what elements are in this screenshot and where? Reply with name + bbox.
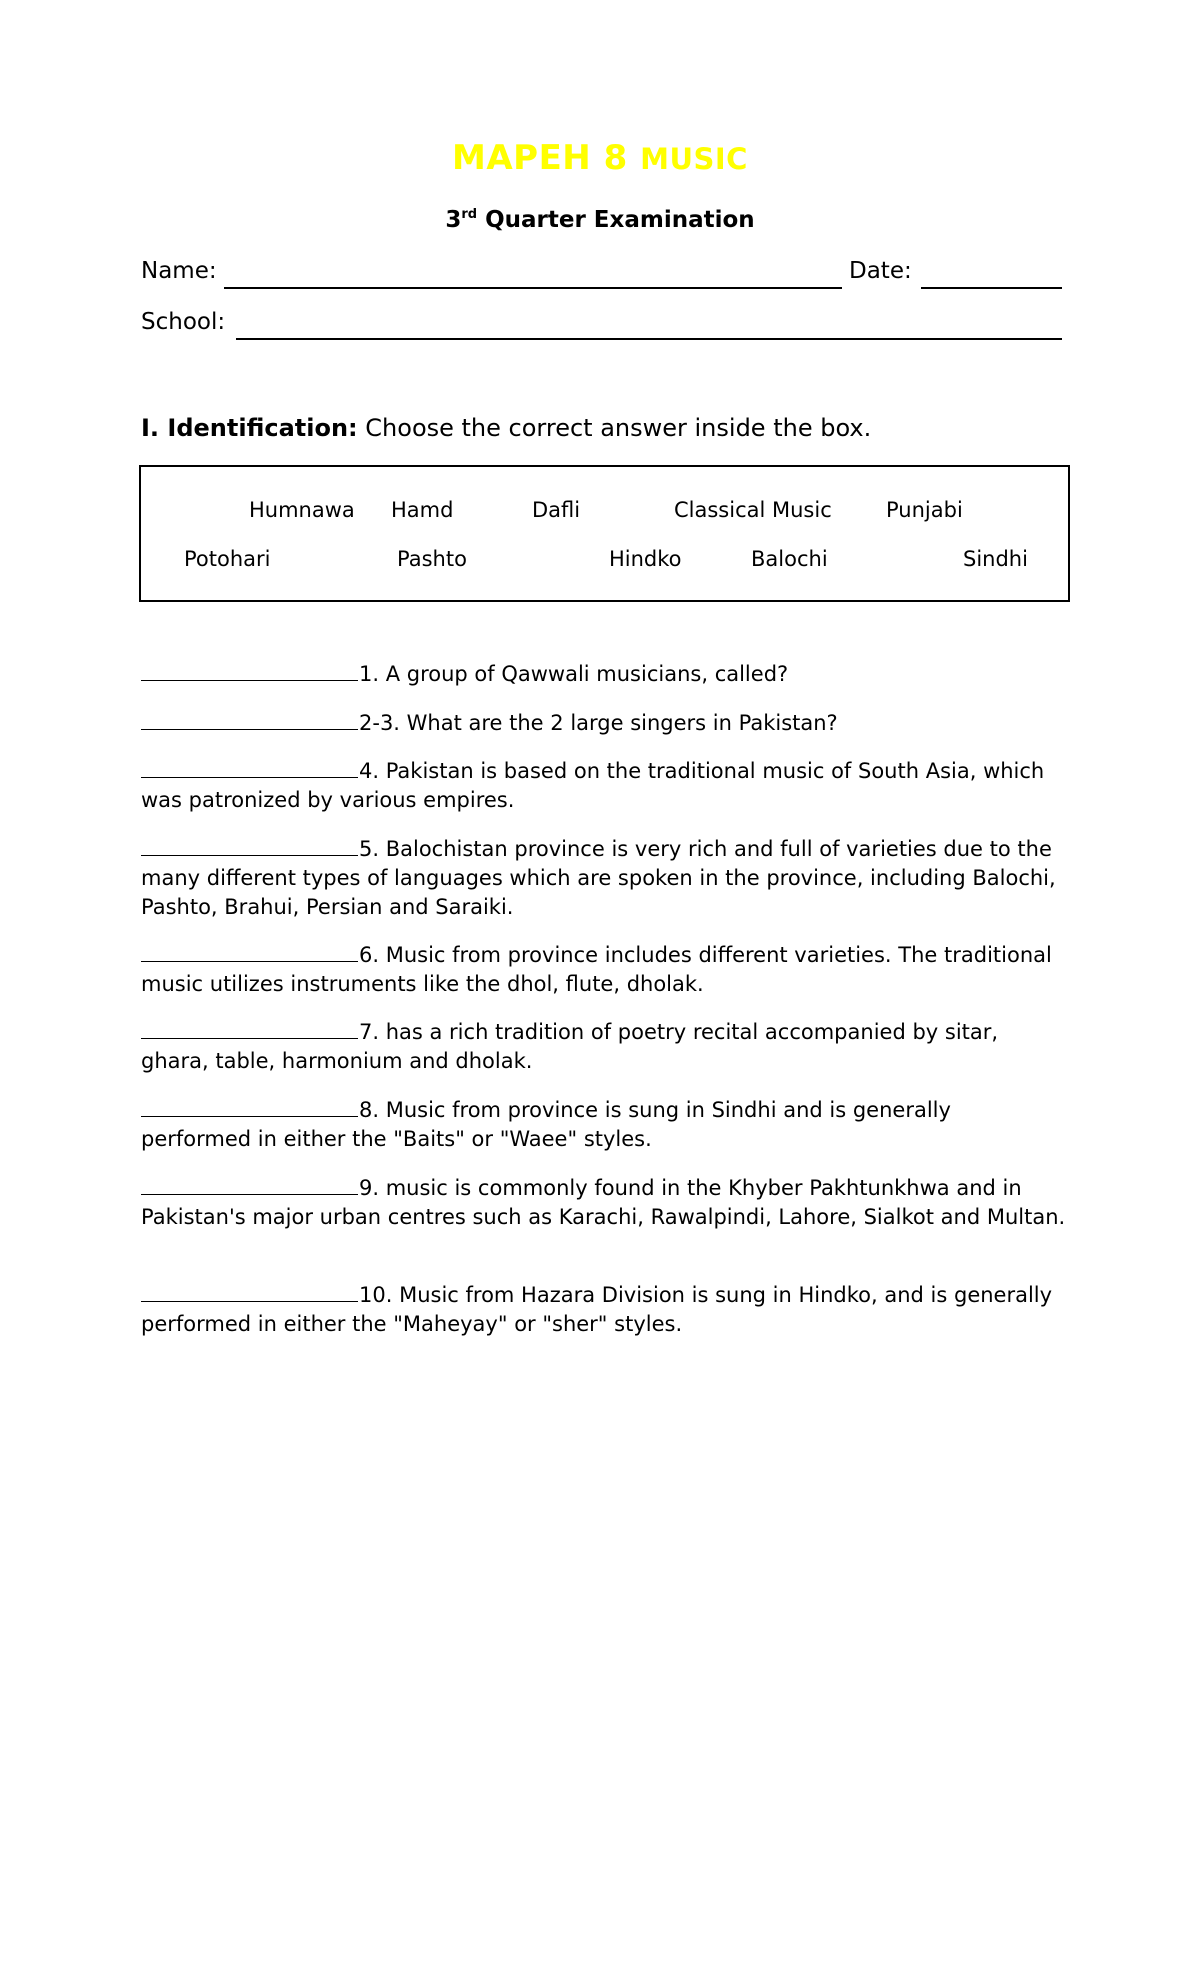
- question-text: 9. music is commonly found in the Khyber Pakhtunkhwa and in Pakistan's major urban centres such as Karachi, Rawalpindi, Lahore, Sialkot and Multan.: [141, 1176, 1066, 1229]
- choice-item: Hindko: [609, 547, 682, 571]
- section-heading-bold: I. Identification:: [141, 414, 358, 442]
- question-item: [141, 660, 1066, 689]
- choice-item: Humnawa: [249, 498, 355, 522]
- title-subject: MUSIC: [640, 142, 748, 176]
- choice-item: Punjabi: [886, 498, 963, 522]
- choice-item: Classical Music: [674, 498, 832, 522]
- exam-title: [0, 138, 1200, 179]
- choice-item: Potohari: [184, 547, 271, 571]
- question-text: 1. A group of Qawwali musicians, called?: [359, 662, 789, 686]
- answer-blank[interactable]: [141, 661, 358, 681]
- title-main: MAPEH 8: [452, 138, 641, 178]
- subtitle-text: Quarter Examination: [477, 207, 755, 233]
- date-field[interactable]: [921, 287, 1062, 289]
- question-text: 10. Music from Hazara Division is sung in Hindko, and is generally performed in either the "Maheyay" or "sher" styles.: [141, 1283, 1053, 1336]
- section-heading-text: Choose the correct answer inside the box.: [357, 414, 872, 442]
- choice-item: Pashto: [397, 547, 467, 571]
- school-field[interactable]: [236, 338, 1062, 340]
- choice-item: Hamd: [391, 498, 454, 522]
- name-field[interactable]: [224, 287, 842, 289]
- question-text: 8. Music from province is sung in Sindhi and is generally performed in either the "Baits" or "Waee" styles.: [141, 1098, 951, 1151]
- answer-choices-box: [139, 465, 1070, 602]
- section-heading: [141, 414, 871, 443]
- choice-item: Balochi: [751, 547, 828, 571]
- question-item: [141, 757, 1066, 815]
- subtitle-ordinal: rd: [461, 207, 478, 222]
- question-text: 6. Music from province includes different varieties. The traditional music utilizes instruments like the dhol, flute, dholak.: [141, 943, 1052, 996]
- answer-blank[interactable]: [141, 1282, 358, 1302]
- question-item: [141, 709, 1066, 738]
- question-text: 5. Balochistan province is very rich and full of varieties due to the many different types of languages which are spoken in the province, including Balochi, Pashto, Brahui, Persian and Saraiki.: [141, 837, 1056, 919]
- question-item: [141, 1096, 1066, 1154]
- question-item: [141, 1281, 1066, 1339]
- answer-blank[interactable]: [141, 942, 358, 962]
- choice-item: Dafli: [532, 498, 581, 522]
- question-item: [141, 835, 1066, 922]
- school-label: School:: [141, 309, 226, 335]
- answer-blank[interactable]: [141, 710, 358, 730]
- subtitle-number: 3: [445, 207, 462, 233]
- choice-item: Sindhi: [963, 547, 1028, 571]
- exam-subtitle: [0, 207, 1200, 235]
- question-item: [141, 1018, 1066, 1076]
- answer-blank[interactable]: [141, 1175, 358, 1195]
- answer-blank[interactable]: [141, 758, 358, 778]
- answer-blank[interactable]: [141, 1097, 358, 1117]
- question-item: [141, 941, 1066, 999]
- question-text: 2-3. What are the 2 large singers in Pakistan?: [359, 711, 838, 735]
- question-text: 7. has a rich tradition of poetry recital accompanied by sitar, ghara, table, harmonium and dholak.: [141, 1020, 999, 1073]
- answer-blank[interactable]: [141, 836, 358, 856]
- question-text: 4. Pakistan is based on the traditional music of South Asia, which was patronized by various empires.: [141, 759, 1045, 812]
- name-label: Name:: [141, 258, 217, 284]
- answer-blank[interactable]: [141, 1019, 358, 1039]
- date-label: Date:: [849, 258, 912, 284]
- question-item: [141, 1174, 1066, 1232]
